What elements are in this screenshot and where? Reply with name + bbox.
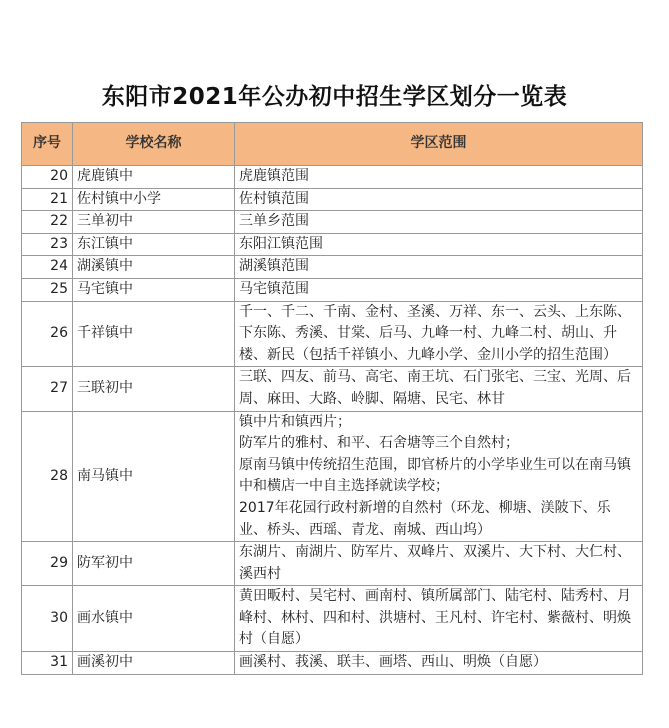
page-title: 东阳市2021年公办初中招生学区划分一览表 <box>101 84 568 110</box>
table-row <box>22 233 643 256</box>
row-seq: 26 <box>22 301 73 367</box>
district-area-line: 湖溪镇范围 <box>239 258 309 275</box>
row-school-name: 南马镇中 <box>73 411 235 542</box>
header-seq: 序号 <box>22 123 73 166</box>
table-row <box>22 211 643 234</box>
row-school-name: 湖溪镇中 <box>73 256 235 279</box>
header-school: 学校名称 <box>73 123 235 166</box>
district-area-line: 东阳江镇范围 <box>239 235 323 252</box>
row-district-area <box>235 211 643 234</box>
row-district-area <box>235 301 643 367</box>
row-school-name: 画溪初中 <box>73 652 235 675</box>
row-seq: 23 <box>22 233 73 256</box>
row-school-name: 虎鹿镇中 <box>73 166 235 189</box>
table-row <box>22 278 643 301</box>
district-area-line: 镇中片和镇西片； <box>239 413 351 430</box>
header-area: 学区范围 <box>235 123 643 166</box>
row-district-area <box>235 411 643 542</box>
district-area-line: 防军片的雅村、和平、石舍塘等三个自然村； <box>239 435 519 452</box>
district-area-line: 三联、四友、前马、高宅、南王坑、石门张宅、三宝、光周、后周、麻田、大路、岭脚、隔塘、民宅、林甘 <box>239 369 631 407</box>
row-district-area <box>235 166 643 189</box>
row-seq: 27 <box>22 367 73 411</box>
row-school-name: 三联初中 <box>73 367 235 411</box>
row-district-area <box>235 367 643 411</box>
row-district-area <box>235 586 643 652</box>
row-school-name: 东江镇中 <box>73 233 235 256</box>
district-area-line: 佐村镇范围 <box>239 190 309 207</box>
row-school-name: 佐村镇中小学 <box>73 188 235 211</box>
row-school-name: 防军初中 <box>73 542 235 586</box>
district-area-line: 原南马镇中传统招生范围，即官桥片的小学毕业生可以在南马镇中和横店一中自主选择就读学校； <box>239 456 631 495</box>
row-district-area <box>235 542 643 586</box>
table-row <box>22 367 643 411</box>
row-school-name: 画水镇中 <box>73 586 235 652</box>
row-seq: 21 <box>22 188 73 211</box>
district-area-line: 黄田畈村、吴宅村、画南村、镇所属部门、陆宅村、陆秀村、月峰村、林村、四和村、洪塘村、王凡村、许宅村、紫薇村、明焕村（自愿） <box>239 588 631 648</box>
table-header-row <box>22 123 643 166</box>
table-row <box>22 652 643 675</box>
row-seq: 25 <box>22 278 73 301</box>
table-row <box>22 188 643 211</box>
row-seq: 22 <box>22 211 73 234</box>
district-area-line: 画溪村、莪溪、联丰、画塔、西山、明焕（自愿） <box>239 654 547 671</box>
row-seq: 20 <box>22 166 73 189</box>
table-row <box>22 586 643 652</box>
row-school-name: 千祥镇中 <box>73 301 235 367</box>
district-area-line: 三单乡范围 <box>239 213 309 230</box>
district-area-line: 东湖片、南湖片、防军片、双峰片、双溪片、大下村、大仁村、溪西村 <box>239 544 631 582</box>
row-district-area <box>235 256 643 279</box>
school-district-table <box>21 122 643 675</box>
row-district-area <box>235 278 643 301</box>
row-seq: 24 <box>22 256 73 279</box>
row-district-area <box>235 652 643 675</box>
table-row <box>22 542 643 586</box>
row-seq: 30 <box>22 586 73 652</box>
row-seq: 29 <box>22 542 73 586</box>
row-school-name: 三单初中 <box>73 211 235 234</box>
row-district-area <box>235 188 643 211</box>
row-school-name: 马宅镇中 <box>73 278 235 301</box>
district-area-line: 千一、千二、千南、金村、圣溪、万祥、东一、云头、上东陈、下东陈、秀溪、甘棠、后马、九峰一村、九峰二村、胡山、升楼、新民（包括千祥镇小、九峰小学、金川小学的招生范围） <box>239 303 631 363</box>
row-seq: 28 <box>22 411 73 542</box>
district-area-line: 2017年花园行政村新增的自然村（环龙、柳塘、渼陂下、乐业、桥头、西瑶、青龙、南城、西山坞） <box>239 499 611 538</box>
table-row <box>22 256 643 279</box>
row-seq: 31 <box>22 652 73 675</box>
table-row <box>22 166 643 189</box>
district-area-line: 马宅镇范围 <box>239 280 309 297</box>
table-row <box>22 301 643 367</box>
row-district-area <box>235 233 643 256</box>
district-area-line: 虎鹿镇范围 <box>239 168 309 184</box>
table-row <box>22 411 643 542</box>
